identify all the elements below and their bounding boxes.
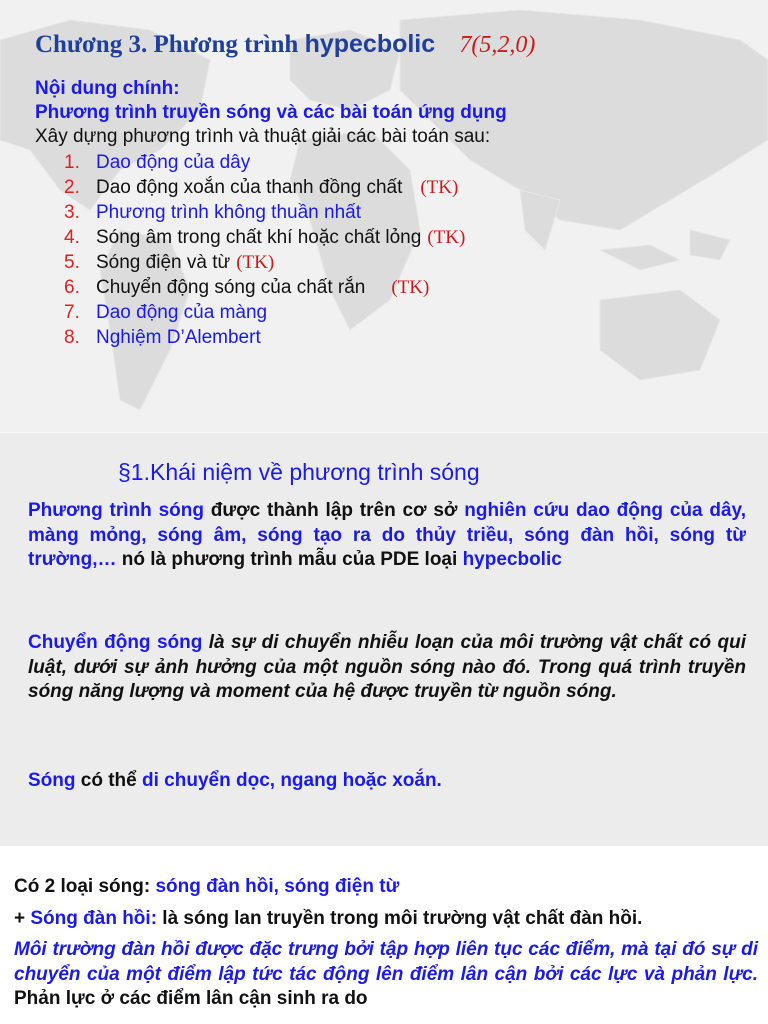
- topic-number: 5.: [64, 252, 80, 273]
- p2-definition: là sự di chuyển nhiễu loạn của môi trường vật chất có qui luật, dưới sự ảnh hưởng của một nguồn sóng nào đó. Trong quá trình truyền sóng năng lượng và moment của hệ được truyền từ nguồn sóng.: [28, 632, 746, 702]
- topic-text: Phương trình không thuần nhất: [96, 202, 361, 223]
- l1-kinds: sóng đàn hồi, sóng điện từ: [155, 876, 400, 897]
- heading-main-content: Nội dung chính:: [35, 78, 180, 99]
- p1-text: được thành lập trên cơ sở: [203, 500, 465, 521]
- slide-wave-concept: [0, 432, 768, 847]
- topic-item: [64, 150, 465, 175]
- p3-term: Sóng: [28, 770, 76, 791]
- slide-separator: [0, 846, 768, 856]
- p3-text: có thể: [75, 770, 143, 791]
- l2-term: Sóng đàn hồi:: [30, 908, 158, 929]
- topic-item: [64, 300, 465, 325]
- topic-text: Sóng điện và từ: [96, 252, 231, 273]
- topic-number: 8.: [64, 327, 80, 348]
- p1-text2: nó là phương trình mẫu của PDE loại: [116, 549, 463, 570]
- topic-number: 3.: [64, 202, 80, 223]
- p3-directions: di chuyển dọc, ngang hoặc xoắn.: [142, 770, 442, 791]
- intro-text: Xây dựng phương trình và thuật giải các bài toán sau:: [35, 126, 491, 147]
- l2-bullet: +: [14, 908, 31, 929]
- l2-definition: là sóng lan truyền trong môi trường vật chất đàn hồi.: [157, 908, 643, 929]
- p1-topics: nghiên cứu dao động của dây, màng mỏng, sóng âm, sóng tạo ra do thủy triều, sóng đàn hồi, sóng từ trường,…: [28, 500, 746, 570]
- section-title: §1.Khái niệm về phương trình sóng: [118, 459, 480, 485]
- elastic-medium-paragraph: [14, 938, 758, 1012]
- paragraph-wave-types: [28, 769, 746, 794]
- paragraph-wave-motion: [28, 631, 746, 705]
- topic-text: Chuyển động sóng của chất rắn: [96, 277, 366, 298]
- topic-number: 7.: [64, 302, 80, 323]
- topic-item: [64, 175, 465, 200]
- topic-item: [64, 200, 465, 225]
- elastic-wave-line: [14, 907, 758, 932]
- heading-wave-equation: Phương trình truyền sóng và các bài toán ứng dụng: [35, 102, 507, 123]
- paragraph-wave-equation: [28, 499, 746, 573]
- chapter-title: [35, 30, 535, 59]
- topic-text: Sóng âm trong chất khí hoặc chất lỏng: [96, 227, 422, 248]
- topic-text: Nghiệm D’Alembert: [96, 327, 261, 348]
- topic-text: Dao động xoắn của thanh đồng chất: [96, 177, 403, 198]
- topic-item: [64, 225, 465, 250]
- wave-kinds-line: [14, 875, 758, 900]
- topic-reference-tag: (TK): [427, 227, 466, 248]
- topic-item: [64, 325, 465, 350]
- main-content-heading: [35, 77, 507, 125]
- p1-term: Phương trình sóng: [28, 500, 204, 521]
- slide-wave-kinds: [0, 856, 768, 1024]
- topic-reference-tag: (TK): [391, 277, 430, 298]
- topic-text: Dao động của màng: [96, 302, 268, 323]
- chapter-code: 7(5,2,0): [459, 32, 536, 58]
- chapter-title-main: Chương 3. Phương trình: [35, 31, 299, 58]
- topic-list: [64, 150, 465, 350]
- l3-reaction-text: Phản lực ở các điểm lân cận sinh ra do: [14, 988, 368, 1009]
- topic-number: 2.: [64, 177, 80, 198]
- p2-term: Chuyển động sóng: [28, 632, 203, 653]
- l1-label: Có 2 loại sóng:: [14, 876, 156, 897]
- l3-medium-definition: Môi trường đàn hồi được đặc trưng bởi tập hợp liên tục các điểm, mà tại đó sự di chuyển của một điểm lập tức tác động lên điểm lân cận bởi các lực và phản lực.: [14, 939, 758, 985]
- topic-reference-tag: (TK): [236, 252, 275, 273]
- topic-reference-tag: (TK): [420, 177, 459, 198]
- slide-chapter-overview: [0, 0, 768, 432]
- p1-keyword: hypecbolic: [462, 549, 562, 570]
- topic-item: [64, 250, 465, 275]
- topic-number: 1.: [64, 152, 80, 173]
- topic-item: [64, 275, 465, 300]
- chapter-title-keyword: hypecbolic: [304, 30, 436, 58]
- topic-text: Dao động của dây: [96, 152, 251, 173]
- topic-number: 4.: [64, 227, 80, 248]
- topic-number: 6.: [64, 277, 80, 298]
